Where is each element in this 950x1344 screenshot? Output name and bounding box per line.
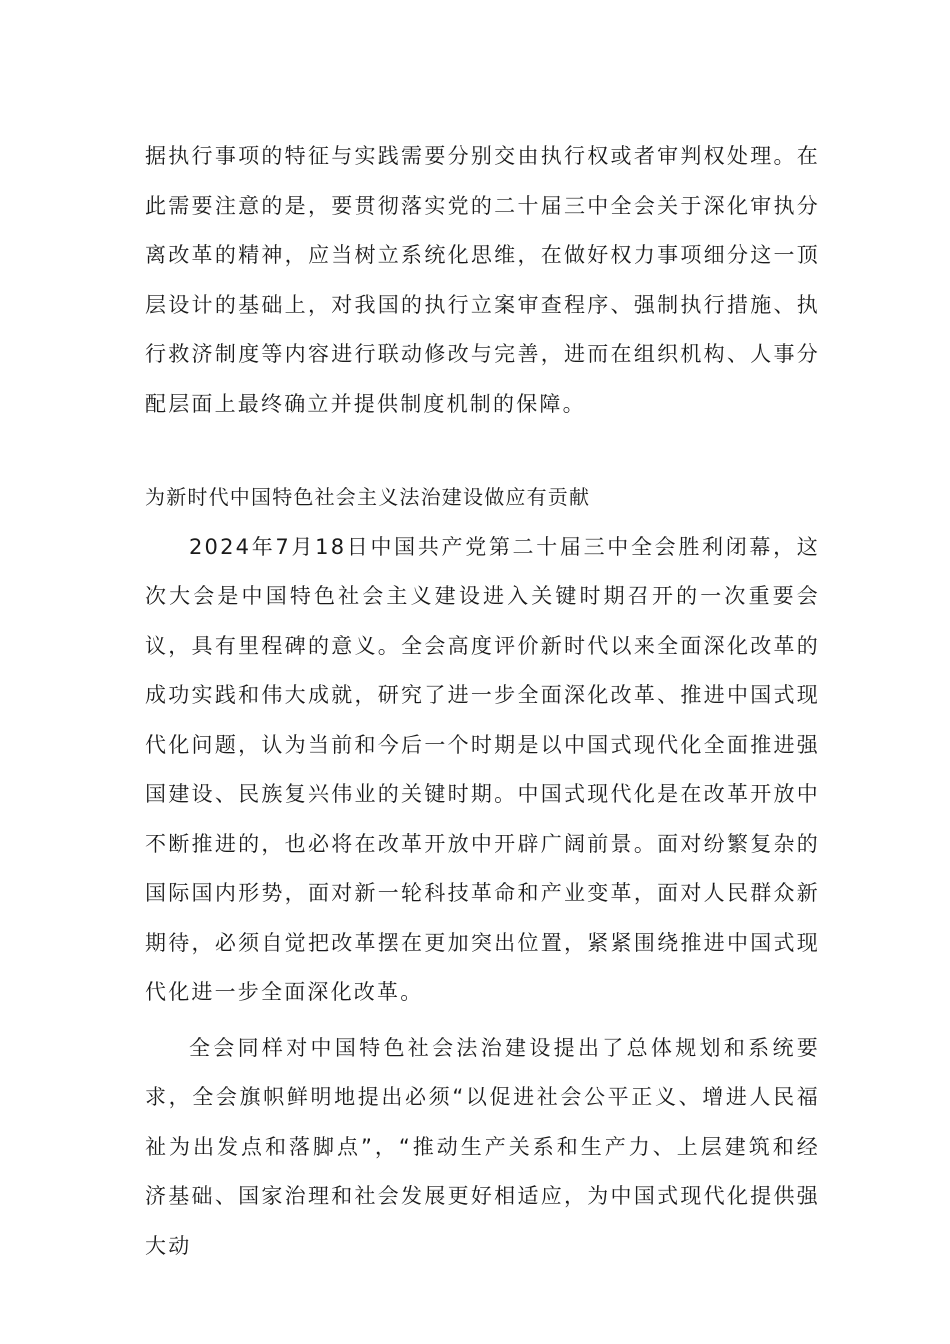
document-body bbox=[145, 132, 820, 1271]
paragraph-plenum-summary: 2024年7月18日中国共产党第二十届三中全会胜利闭幕，这次大会是中国特色社会主义建设进入关键时期召开的一次重要会议，具有里程碑的意义。全会高度评价新时代以来全面深化改革的成功实践和伟大成就，研究了进一步全面深化改革、推进中国式现代化问题，认为当前和今后一个时期是以中国式现代化全面推进强国建设、民族复兴伟业的关键时期。中国式现代化是在改革开放中不断推进的，也必将在改革开放中开辟广阔前景。面对纷繁复杂的国际国内形势，面对新一轮科技革命和产业变革，面对人民群众新期待，必须自觉把改革摆在更加突出位置，紧紧围绕推进中国式现代化进一步全面深化改革。 bbox=[145, 534, 820, 1004]
paragraph-continuation: 据执行事项的特征与实践需要分别交由执行权或者审判权处理。在此需要注意的是，要贯彻落实党的二十届三中全会关于深化审执分离改革的精神，应当树立系统化思维，在做好权力事项细分这一顶层设计的基础上，对我国的执行立案审查程序、强制执行措施、执行救济制度等内容进行联动修改与完善，进而在组织机构、人事分配层面上最终确立并提供制度机制的保障。 bbox=[145, 144, 820, 416]
section-title: 为新时代中国特色社会主义法治建设做应有贡献 bbox=[145, 485, 591, 509]
paragraph-rule-of-law: 全会同样对中国特色社会法治建设提出了总体规划和系统要求，全会旗帜鲜明地提出必须“以促进社会公平正义、增进人民福祉为出发点和落脚点”，“推动生产关系和生产力、上层建筑和经济基础、国家治理和社会发展更好相适应，为中国式现代化提供强大动 bbox=[145, 1035, 820, 1258]
